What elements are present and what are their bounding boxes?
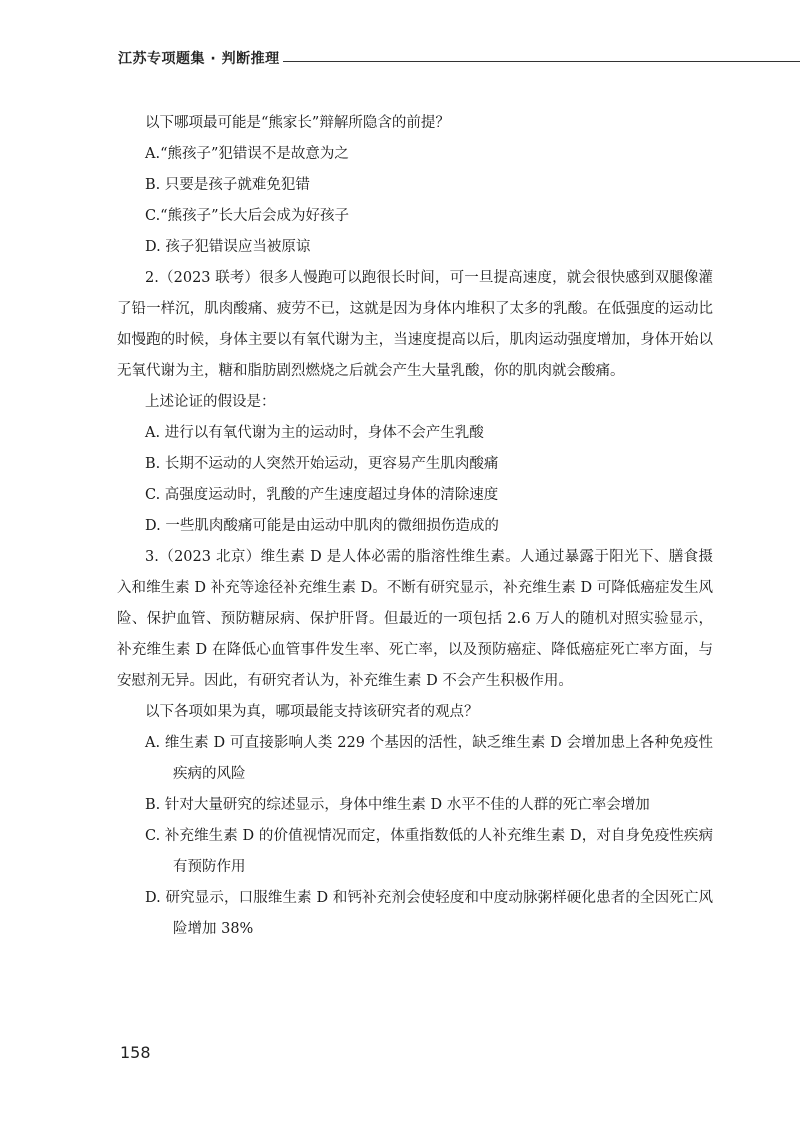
q1-option-a: A.“熊孩子”犯错误不是故意为之 (145, 146, 349, 162)
q3-option-b: B. 针对大量研究的综述显示，身体中维生素 D 水平不佳的人群的死亡率会增加 (145, 797, 650, 813)
q2-option-d: D. 一些肌肉酸痛可能是由运动中肌肉的微细损伤造成的 (145, 518, 499, 534)
q2-option-b: B. 长期不运动的人突然开始运动，更容易产生肌肉酸痛 (145, 456, 499, 472)
q1-option-d: D. 孩子犯错误应当被原谅 (145, 239, 311, 255)
q3-option-c: C. 补充维生素 D 的价值视情况而定，体重指数低的人补充维生素 D，对自身免疫性疾病有预防作用 (145, 828, 713, 875)
book-section-title: 江苏专项题集 · 判断推理 (118, 51, 280, 67)
q1-option-c: C.“熊孩子”长大后会成为好孩子 (145, 208, 350, 224)
q3-question: 以下各项如果为真，哪项最能支持该研究者的观点？ (145, 704, 479, 720)
q2-option-a: A. 进行以有氧代谢为主的运动时，身体不会产生乳酸 (145, 425, 484, 441)
page-number: 158 (120, 1043, 151, 1062)
q2-stem: 2.（2023 联考）很多人慢跑可以跑很长时间，可一旦提高速度，就会很快感到双腿像灌了铅一样沉，肌肉酸痛、疲劳不已，这就是因为身体内堆积了太多的乳酸。在低强度的运动比如慢跑的时候，身体主要以有氧代谢为主，当速度提高以后，肌肉运动强度增加，身体开始以无氧代谢为主，糖和脂肪剧烈燃烧之后就会产生大量乳酸，你的肌肉就会酸痛。 (117, 270, 713, 379)
q2-option-c: C. 高强度运动时，乳酸的产生速度超过身体的清除速度 (145, 487, 499, 503)
header-rule (283, 61, 800, 62)
q1-option-b: B. 只要是孩子就难免犯错 (145, 177, 310, 193)
q2-question: 上述论证的假设是： (145, 394, 276, 410)
q3-stem: 3.（2023 北京）维生素 D 是人体必需的脂溶性维生素。人通过暴露于阳光下、膳食摄入和维生素 D 补充等途径补充维生素 D。不断有研究显示，补充维生素 D 可降低癌症发生风险、保护血管、预防糖尿病、保护肝肾。但最近的一项包括 2.6 万人的随机对照实验显示，补充维生素 D 在降低心血管事件发生率、死亡率，以及预防癌症、降低癌症死亡率方面，与安慰剂无异。因此，有研究者认为，补充维生素 D 不会产生积极作用。 (117, 549, 713, 689)
q1-question: 以下哪项最可能是“熊家长”辩解所隐含的前提？ (145, 115, 450, 131)
q3-option-d: D. 研究显示，口服维生素 D 和钙补充剂会使轻度和中度动脉粥样硬化患者的全因死亡风险增加 38% (145, 890, 713, 937)
q3-option-a: A. 维生素 D 可直接影响人类 229 个基因的活性，缺乏维生素 D 会增加患上各种免疫性疾病的风险 (145, 735, 713, 782)
page-content (117, 108, 713, 945)
running-header (118, 46, 718, 74)
